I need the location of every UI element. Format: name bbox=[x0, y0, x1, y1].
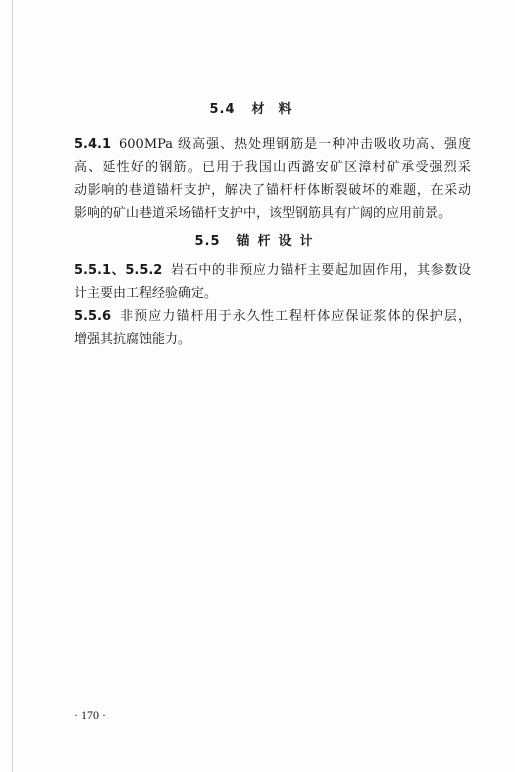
paragraph-line bbox=[74, 305, 471, 328]
section-heading-5-5 bbox=[0, 230, 515, 249]
section-title: 材料 bbox=[251, 102, 306, 117]
paragraph-line bbox=[74, 259, 471, 282]
paragraph-text: 非预应力锚杆用于永久性工程杆体应保证浆体的保护层， bbox=[119, 309, 471, 324]
paragraph-text: 岩石中的非预应力锚杆主要起加固作用，其参数设 bbox=[170, 263, 471, 278]
clause-number: 5.4.1 bbox=[74, 137, 112, 152]
paragraph-line bbox=[74, 133, 471, 156]
clause-number: 5.5.6 bbox=[74, 309, 112, 324]
page-number: · 170 · bbox=[74, 708, 106, 722]
section-number: 5.5 bbox=[194, 234, 221, 249]
clause-5-5-6 bbox=[74, 305, 471, 351]
clause-5-4-1 bbox=[74, 133, 471, 225]
clause-5-5-1-5-5-2 bbox=[74, 259, 471, 305]
clause-number: 5.5.1、5.5.2 bbox=[74, 263, 163, 278]
section-heading-5-4 bbox=[0, 98, 515, 117]
paragraph-line: 动影响的巷道锚杆支护，解决了锚杆杆体断裂破坏的难题，在采动 bbox=[74, 183, 471, 198]
section-number: 5.4 bbox=[209, 102, 236, 117]
paragraph-line: 增强其抗腐蚀能力。 bbox=[74, 332, 192, 347]
paragraph-line: 计主要由工程经验确定。 bbox=[74, 286, 218, 301]
section-title: 锚杆设计 bbox=[236, 234, 321, 249]
paragraph-line: 影响的矿山巷道采场锚杆支护中，该型钢筋具有广阔的应用前景。 bbox=[74, 206, 452, 221]
paragraph-text: 600MPa 级高强、热处理钢筋是一种冲击吸收功高、强度 bbox=[119, 137, 471, 152]
paragraph-line: 高、延性好的钢筋。已用于我国山西潞安矿区漳村矿承受强烈采 bbox=[74, 160, 471, 175]
